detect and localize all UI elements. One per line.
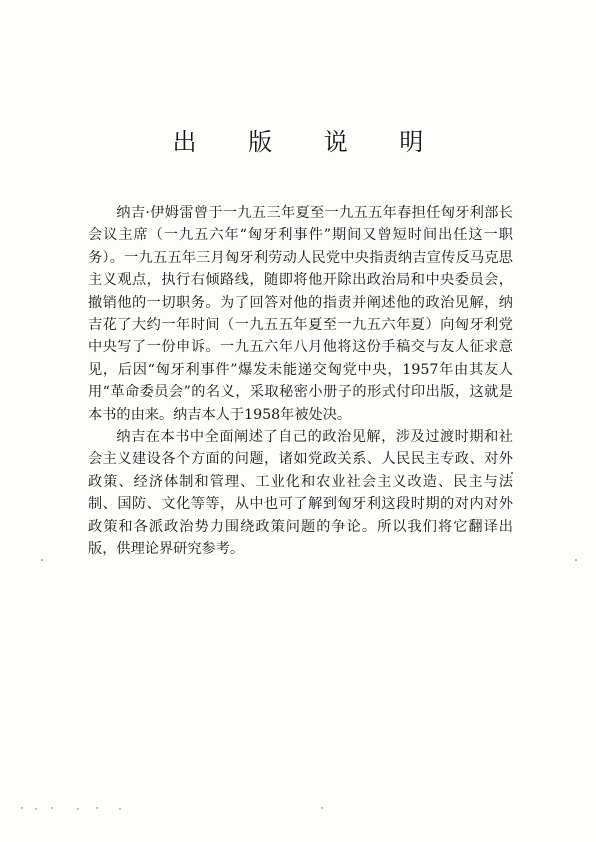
body-text	[88, 202, 513, 561]
paragraph-1: 纳吉·伊姆雷曾于一九五三年夏至一九五五年春担任匈牙利部长会议主席（一九五六年“匈牙利事件”期间又曾短时间出任这一职务）。一九五五年三月匈牙利劳动人民党中央指责纳吉宣传反马克思主义观点，执行右倾路线，随即将他开除出政治局和中央委员会，撤销他的一切职务。为了回答对他的指责并阐述他的政治见解，纳吉花了大约一年时间（一九五五年夏至一九五六年夏）向匈牙利党中央写了一份申诉。一九五六年八月他将这份手稿交与友人征求意见，后因“匈牙利事件”爆发未能递交匈党中央，1957年由其友人用“革命委员会”的名义，采取秘密小册子的形式付印出版，这就是本书的由来。纳吉本人于1958年被处决。	[88, 205, 513, 423]
page-title: 出 版 说 明	[172, 128, 446, 156]
paragraph-2: 纳吉在本书中全面阐述了自己的政治见解，涉及过渡时期和社会主义建设各个方面的问题，诸如党政关系、人民民主专政、对外政策、经济体制和管理、工业化和农业社会主义改造、民主与法制、国防、文化等等，从中也可了解到匈牙利这段时期的对内对外政策和各派政治势力围绕政策问题的争论。所以我们将它翻译出版，供理论界研究参考。	[88, 429, 513, 558]
